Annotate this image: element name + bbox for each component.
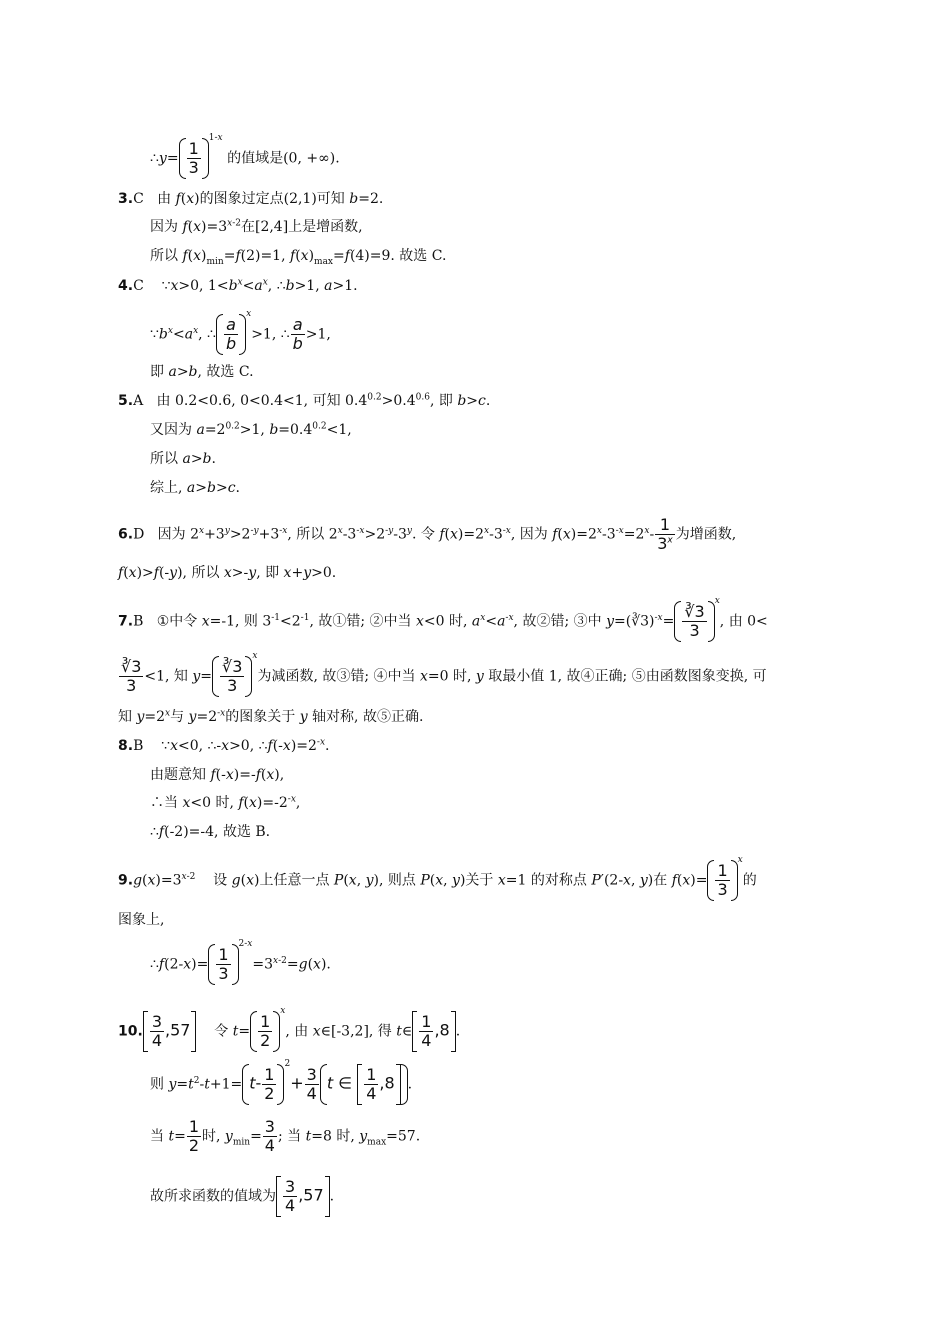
q10-line-3: 当 t= $\frac{1}{2}$ 时, $y_{min}=$ $\frac{3}{4}$ ; 当 t=8 时, $y_{max}=57$. xyxy=(150,1117,421,1155)
q3-line-3: 所以 $f(x)_{min}=f(2)=1$, $f(x)_{max}=f(4)=9$. 故选 C. xyxy=(150,248,447,267)
q6-line-2: f(x)>f(-y), 所以 x>-y, 即 x+y>0. xyxy=(118,565,337,581)
q9-line-1: $9.g(x)=3^{x-2}$ 设 g(x)上任意一点 P(x, y), 则点 P(x, y)关于 x=1 的对称点 P′(2-x, y)在 f(x)= $\frac{1}{3}$ x的 xyxy=(118,855,757,899)
question-number: 5. xyxy=(118,393,134,409)
q2-conclusion: ∴y= $\frac{1}{3}$ 1-x 的值域是(0, +∞). xyxy=(150,133,340,177)
question-number: 7. xyxy=(118,613,134,630)
question-number: 9. xyxy=(118,872,134,889)
question-number: 10. xyxy=(118,1023,143,1040)
q8-line-2: 由题意知 f(-x)=-f(x), xyxy=(150,767,285,783)
question-number: 4. xyxy=(118,278,134,294)
q6-line-1: 6.D 因为 $2^x+3^y>2^{-y}+3^{-x}$, 所以 $2^x-3^{-x}>2^{-y}-3^y$. 令 $f(x)=2^x-3^{-x}$, 因为 $f(x)=2^x-3^{-x}=2^x-$ $\frac{1}{3^x}$ 为增函数, xyxy=(118,515,737,553)
q4-line-1: 4.C ∵x>0, $1<b^x<a^x$, ∴b>1, a>1. xyxy=(118,277,358,294)
question-number: 6. xyxy=(118,526,134,543)
q7-line-1: 7.B ①中令 x=-1, 则 $3^{-1}<2^{-1}$, 故①错; ②中当 x<0 时, $a^x<a^{-x}$, 故②错; ③中 y=(∛3)$^{-x}$= $\frac{∛3}{3}$ x, 由 0< xyxy=(118,596,768,640)
q8-line-1: 8.B ∵x<0, ∴-x>0, $\therefore f(-x)=2^{-x}$. xyxy=(118,737,330,754)
q8-line-3: ∴当 x<0 时, $f(x)=-2^{-x}$, xyxy=(150,794,301,811)
q7-line-3: 知 $y=2^x$与 $y=2^{-x}$的图象关于 y 轴对称, 故⑤正确. xyxy=(118,708,424,725)
q5-line-1: 5.A 由 0.2<0.6, 0<0.4<1, 可知 $0.4^{0.2}>0.4^{0.6}$, 即 b>c. xyxy=(118,392,491,409)
q5-line-4: 综上, a>b>c. xyxy=(150,480,240,496)
q3-line-2: 因为 $f(x)=3^{x-2}$在[2,4]上是增函数, xyxy=(150,218,363,235)
question-number: 8. xyxy=(118,738,134,754)
q8-line-4: ∴f(-2)=-4, 故选 B. xyxy=(150,824,271,840)
q10-line-2: 则 $y=t^2-t+1= t-$ $\frac{1}{2}$ 2+ $\frac{3}{4}$ t ∈ $\frac{1}{4}$ ,8 . xyxy=(150,1059,413,1103)
q7-line-2: $\frac{∛3}{3}$ <1, 知 y= $\frac{∛3}{3}$ x为减函数, 故③错; ④中当 x=0 时, y 取最小值 1, 故④正确; ⑤由函数图象变换, 可 xyxy=(121,651,767,695)
q5-line-2: 又因为 $a=2^{0.2}>1$, $b=0.4^{0.2}<1$, xyxy=(150,421,352,438)
q10-line-1: 10. $\frac{3}{4}$ ,57 令 t= $\frac{1}{2}$ x, 由 x∈[-3,2], 得 t∈ $\frac{1}{4}$ ,8 . xyxy=(118,1006,461,1050)
q3-line-1: 3.C 由 f(x)的图象过定点(2,1)可知 b=2. xyxy=(118,191,384,207)
q5-line-3: 所以 a>b. xyxy=(150,451,216,467)
q9-line-2: 图象上, xyxy=(118,912,165,928)
q4-line-3: 即 a>b, 故选 C. xyxy=(150,364,254,380)
q10-line-4: 故所求函数的值域为 $\frac{3}{4}$ ,57 . xyxy=(150,1177,335,1215)
question-number: 3. xyxy=(118,191,134,207)
q4-line-2: $\because b^x<a^x$, ∴ $\frac{a}{b}$ x>1, ∴ $\frac{a}{b}$ >1, xyxy=(150,309,331,353)
q9-line-3: ∴f(2-x)= $\frac{1}{3}$ $2-x=3^{x-2}=g(x)$. xyxy=(150,939,331,983)
